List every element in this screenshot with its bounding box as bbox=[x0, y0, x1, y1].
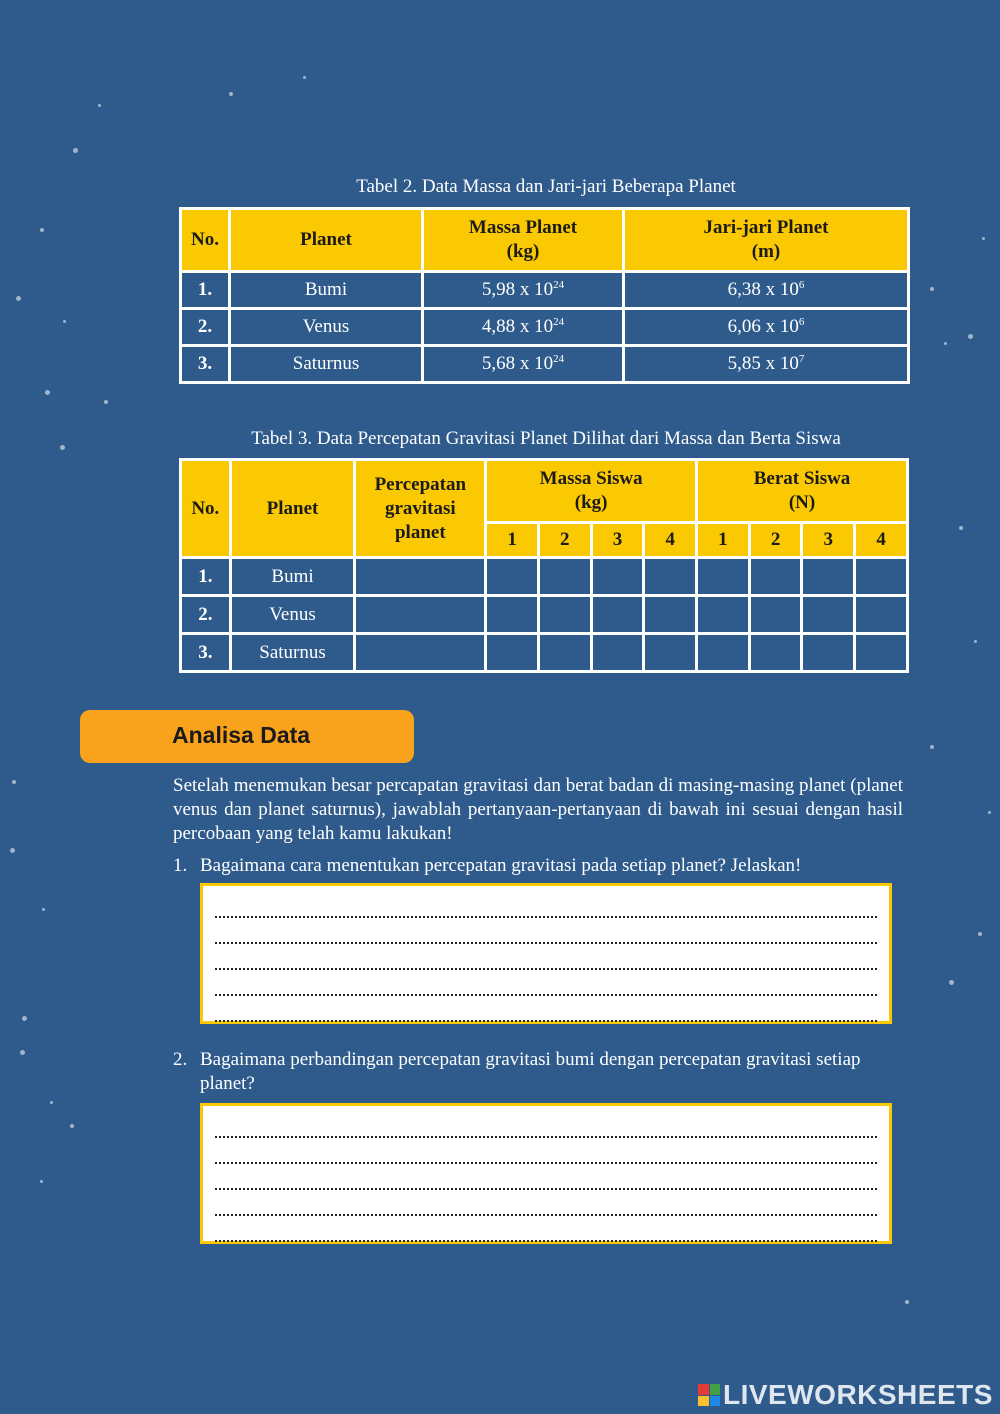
star-dot bbox=[40, 1180, 43, 1183]
star-dot bbox=[303, 76, 306, 79]
t3-header-percepatan: Percepatan gravitasi planet bbox=[356, 461, 484, 556]
t3-subheader-berat-1: 1 bbox=[698, 524, 748, 556]
t3-input-massa[interactable] bbox=[540, 635, 590, 670]
question-text: Bagaimana perbandingan percepatan gravitasi bumi dengan percepatan gravitasi setiap planet? bbox=[200, 1049, 861, 1094]
t3-cell-no: 3. bbox=[182, 635, 229, 670]
star-dot bbox=[944, 342, 947, 345]
t2-header-planet: Planet bbox=[231, 210, 421, 270]
t3-header-massa: Massa Siswa (kg) bbox=[487, 461, 695, 521]
t3-input-berat[interactable] bbox=[856, 597, 906, 632]
answer-line bbox=[215, 892, 877, 918]
t3-subheader-massa-3: 3 bbox=[593, 524, 643, 556]
question-2 bbox=[173, 1048, 903, 1096]
star-dot bbox=[930, 745, 934, 749]
t3-input-massa[interactable] bbox=[593, 559, 643, 594]
t3-input-berat[interactable] bbox=[751, 559, 801, 594]
t3-cell-no: 1. bbox=[182, 559, 229, 594]
t2-cell-planet: Bumi bbox=[231, 273, 421, 307]
answer-box-2[interactable] bbox=[200, 1103, 892, 1244]
t3-cell-planet: Saturnus bbox=[232, 635, 354, 670]
t3-input-percepatan[interactable] bbox=[356, 635, 484, 670]
star-dot bbox=[70, 1124, 74, 1128]
star-dot bbox=[12, 780, 16, 784]
t3-input-berat[interactable] bbox=[803, 559, 853, 594]
liveworksheets-logo[interactable] bbox=[698, 1380, 993, 1410]
star-dot bbox=[905, 1300, 909, 1304]
t3-input-percepatan[interactable] bbox=[356, 597, 484, 632]
star-dot bbox=[988, 811, 991, 814]
table-row bbox=[182, 559, 906, 594]
star-dot bbox=[978, 932, 982, 936]
t3-subheader-massa-1: 1 bbox=[487, 524, 537, 556]
table3-caption: Tabel 3. Data Percepatan Gravitasi Planet Dilihat dari Massa dan Berta Siswa bbox=[251, 428, 841, 449]
t3-header-berat: Berat Siswa (N) bbox=[698, 461, 906, 521]
t3-input-berat[interactable] bbox=[698, 597, 748, 632]
answer-box-1[interactable] bbox=[200, 883, 892, 1024]
t3-input-massa[interactable] bbox=[645, 559, 695, 594]
t2-cell-no: 1. bbox=[182, 273, 228, 307]
liveworksheets-logo-icon bbox=[698, 1384, 720, 1406]
answer-line bbox=[215, 1138, 877, 1164]
t3-input-berat[interactable] bbox=[698, 559, 748, 594]
t3-input-berat[interactable] bbox=[751, 597, 801, 632]
t3-input-berat[interactable] bbox=[698, 635, 748, 670]
t3-input-massa[interactable] bbox=[540, 559, 590, 594]
t2-cell-massa: 5,98 x $10^{24}$ bbox=[424, 273, 622, 307]
t3-subheader-berat-2: 2 bbox=[751, 524, 801, 556]
table-row bbox=[182, 273, 907, 307]
star-dot bbox=[968, 334, 973, 339]
t3-input-massa[interactable] bbox=[540, 597, 590, 632]
t3-input-percepatan[interactable] bbox=[356, 559, 484, 594]
t2-cell-massa: 5,68 x $10^{24}$ bbox=[424, 347, 622, 381]
answer-line bbox=[215, 1190, 877, 1216]
t3-cell-planet: Bumi bbox=[232, 559, 354, 594]
table2-caption: Tabel 2. Data Massa dan Jari-jari Beberapa Planet bbox=[356, 176, 736, 197]
t3-input-massa[interactable] bbox=[645, 597, 695, 632]
t3-input-berat[interactable] bbox=[803, 635, 853, 670]
t2-cell-jari: 6,06 x $10^6$ bbox=[625, 310, 907, 344]
t3-cell-no: 2. bbox=[182, 597, 229, 632]
logo-text: LIVEWORKSHEETS bbox=[723, 1379, 993, 1410]
question-1 bbox=[173, 854, 903, 878]
t3-header-no: No. bbox=[182, 461, 229, 556]
answer-line bbox=[215, 996, 877, 1022]
question-number: 1. bbox=[173, 855, 188, 876]
star-dot bbox=[949, 980, 954, 985]
t2-cell-no: 2. bbox=[182, 310, 228, 344]
star-dot bbox=[50, 1101, 53, 1104]
t3-input-massa[interactable] bbox=[487, 597, 537, 632]
t3-input-berat[interactable] bbox=[856, 635, 906, 670]
star-dot bbox=[20, 1050, 25, 1055]
answer-line bbox=[215, 1112, 877, 1138]
table-row bbox=[182, 347, 907, 381]
star-dot bbox=[959, 526, 963, 530]
t3-input-massa[interactable] bbox=[645, 635, 695, 670]
t3-cell-planet: Venus bbox=[232, 597, 354, 632]
section-title: Analisa Data bbox=[172, 722, 311, 748]
t2-header-massa: Massa Planet (kg) bbox=[424, 210, 622, 270]
t2-header-no: No. bbox=[182, 210, 228, 270]
table2-planet-mass-radius bbox=[179, 207, 910, 384]
t3-subheader-massa-2: 2 bbox=[540, 524, 590, 556]
t3-header-planet: Planet bbox=[232, 461, 354, 556]
star-dot bbox=[974, 640, 977, 643]
t2-cell-massa: 4,88 x $10^{24}$ bbox=[424, 310, 622, 344]
t2-cell-no: 3. bbox=[182, 347, 228, 381]
t3-input-massa[interactable] bbox=[487, 635, 537, 670]
answer-line bbox=[215, 1216, 877, 1242]
star-dot bbox=[22, 1016, 27, 1021]
t2-cell-jari: 5,85 x $10^7$ bbox=[625, 347, 907, 381]
question-number: 2. bbox=[173, 1049, 188, 1070]
star-dot bbox=[229, 92, 233, 96]
star-dot bbox=[73, 148, 78, 153]
table3-gravity-data bbox=[179, 458, 909, 673]
t3-input-berat[interactable] bbox=[751, 635, 801, 670]
analysis-intro: Setelah menemukan besar percapatan gravitasi dan berat badan di masing-masing planet (planet venus dan planet saturnus), jawablah pertanyaan-pertanyaan di bawah ini sesuai dengan hasil percobaan yang telah kamu lakukan! bbox=[173, 775, 903, 844]
t3-input-massa[interactable] bbox=[593, 597, 643, 632]
star-dot bbox=[98, 104, 101, 107]
star-dot bbox=[40, 228, 44, 232]
star-dot bbox=[10, 848, 15, 853]
t3-input-berat[interactable] bbox=[856, 559, 906, 594]
t2-header-jari: Jari-jari Planet (m) bbox=[625, 210, 907, 270]
answer-line bbox=[215, 944, 877, 970]
star-dot bbox=[930, 287, 934, 291]
table-row bbox=[182, 597, 906, 632]
star-dot bbox=[45, 390, 50, 395]
table-row bbox=[182, 310, 907, 344]
answer-line bbox=[215, 918, 877, 944]
t3-input-berat[interactable] bbox=[803, 597, 853, 632]
t2-cell-planet: Venus bbox=[231, 310, 421, 344]
star-dot bbox=[982, 237, 985, 240]
star-dot bbox=[63, 320, 66, 323]
star-dot bbox=[42, 908, 45, 911]
answer-line bbox=[215, 970, 877, 996]
t2-cell-planet: Saturnus bbox=[231, 347, 421, 381]
t3-subheader-berat-4: 4 bbox=[856, 524, 906, 556]
t3-input-massa[interactable] bbox=[487, 559, 537, 594]
t2-cell-jari: 6,38 x $10^6$ bbox=[625, 273, 907, 307]
t3-input-massa[interactable] bbox=[593, 635, 643, 670]
table-row bbox=[182, 635, 906, 670]
t3-subheader-berat-3: 3 bbox=[803, 524, 853, 556]
question-text: Bagaimana cara menentukan percepatan gravitasi pada setiap planet? Jelaskan! bbox=[200, 855, 802, 876]
star-dot bbox=[104, 400, 108, 404]
star-dot bbox=[16, 296, 21, 301]
t3-subheader-massa-4: 4 bbox=[645, 524, 695, 556]
answer-line bbox=[215, 1164, 877, 1190]
analisa-data-header bbox=[80, 710, 414, 763]
